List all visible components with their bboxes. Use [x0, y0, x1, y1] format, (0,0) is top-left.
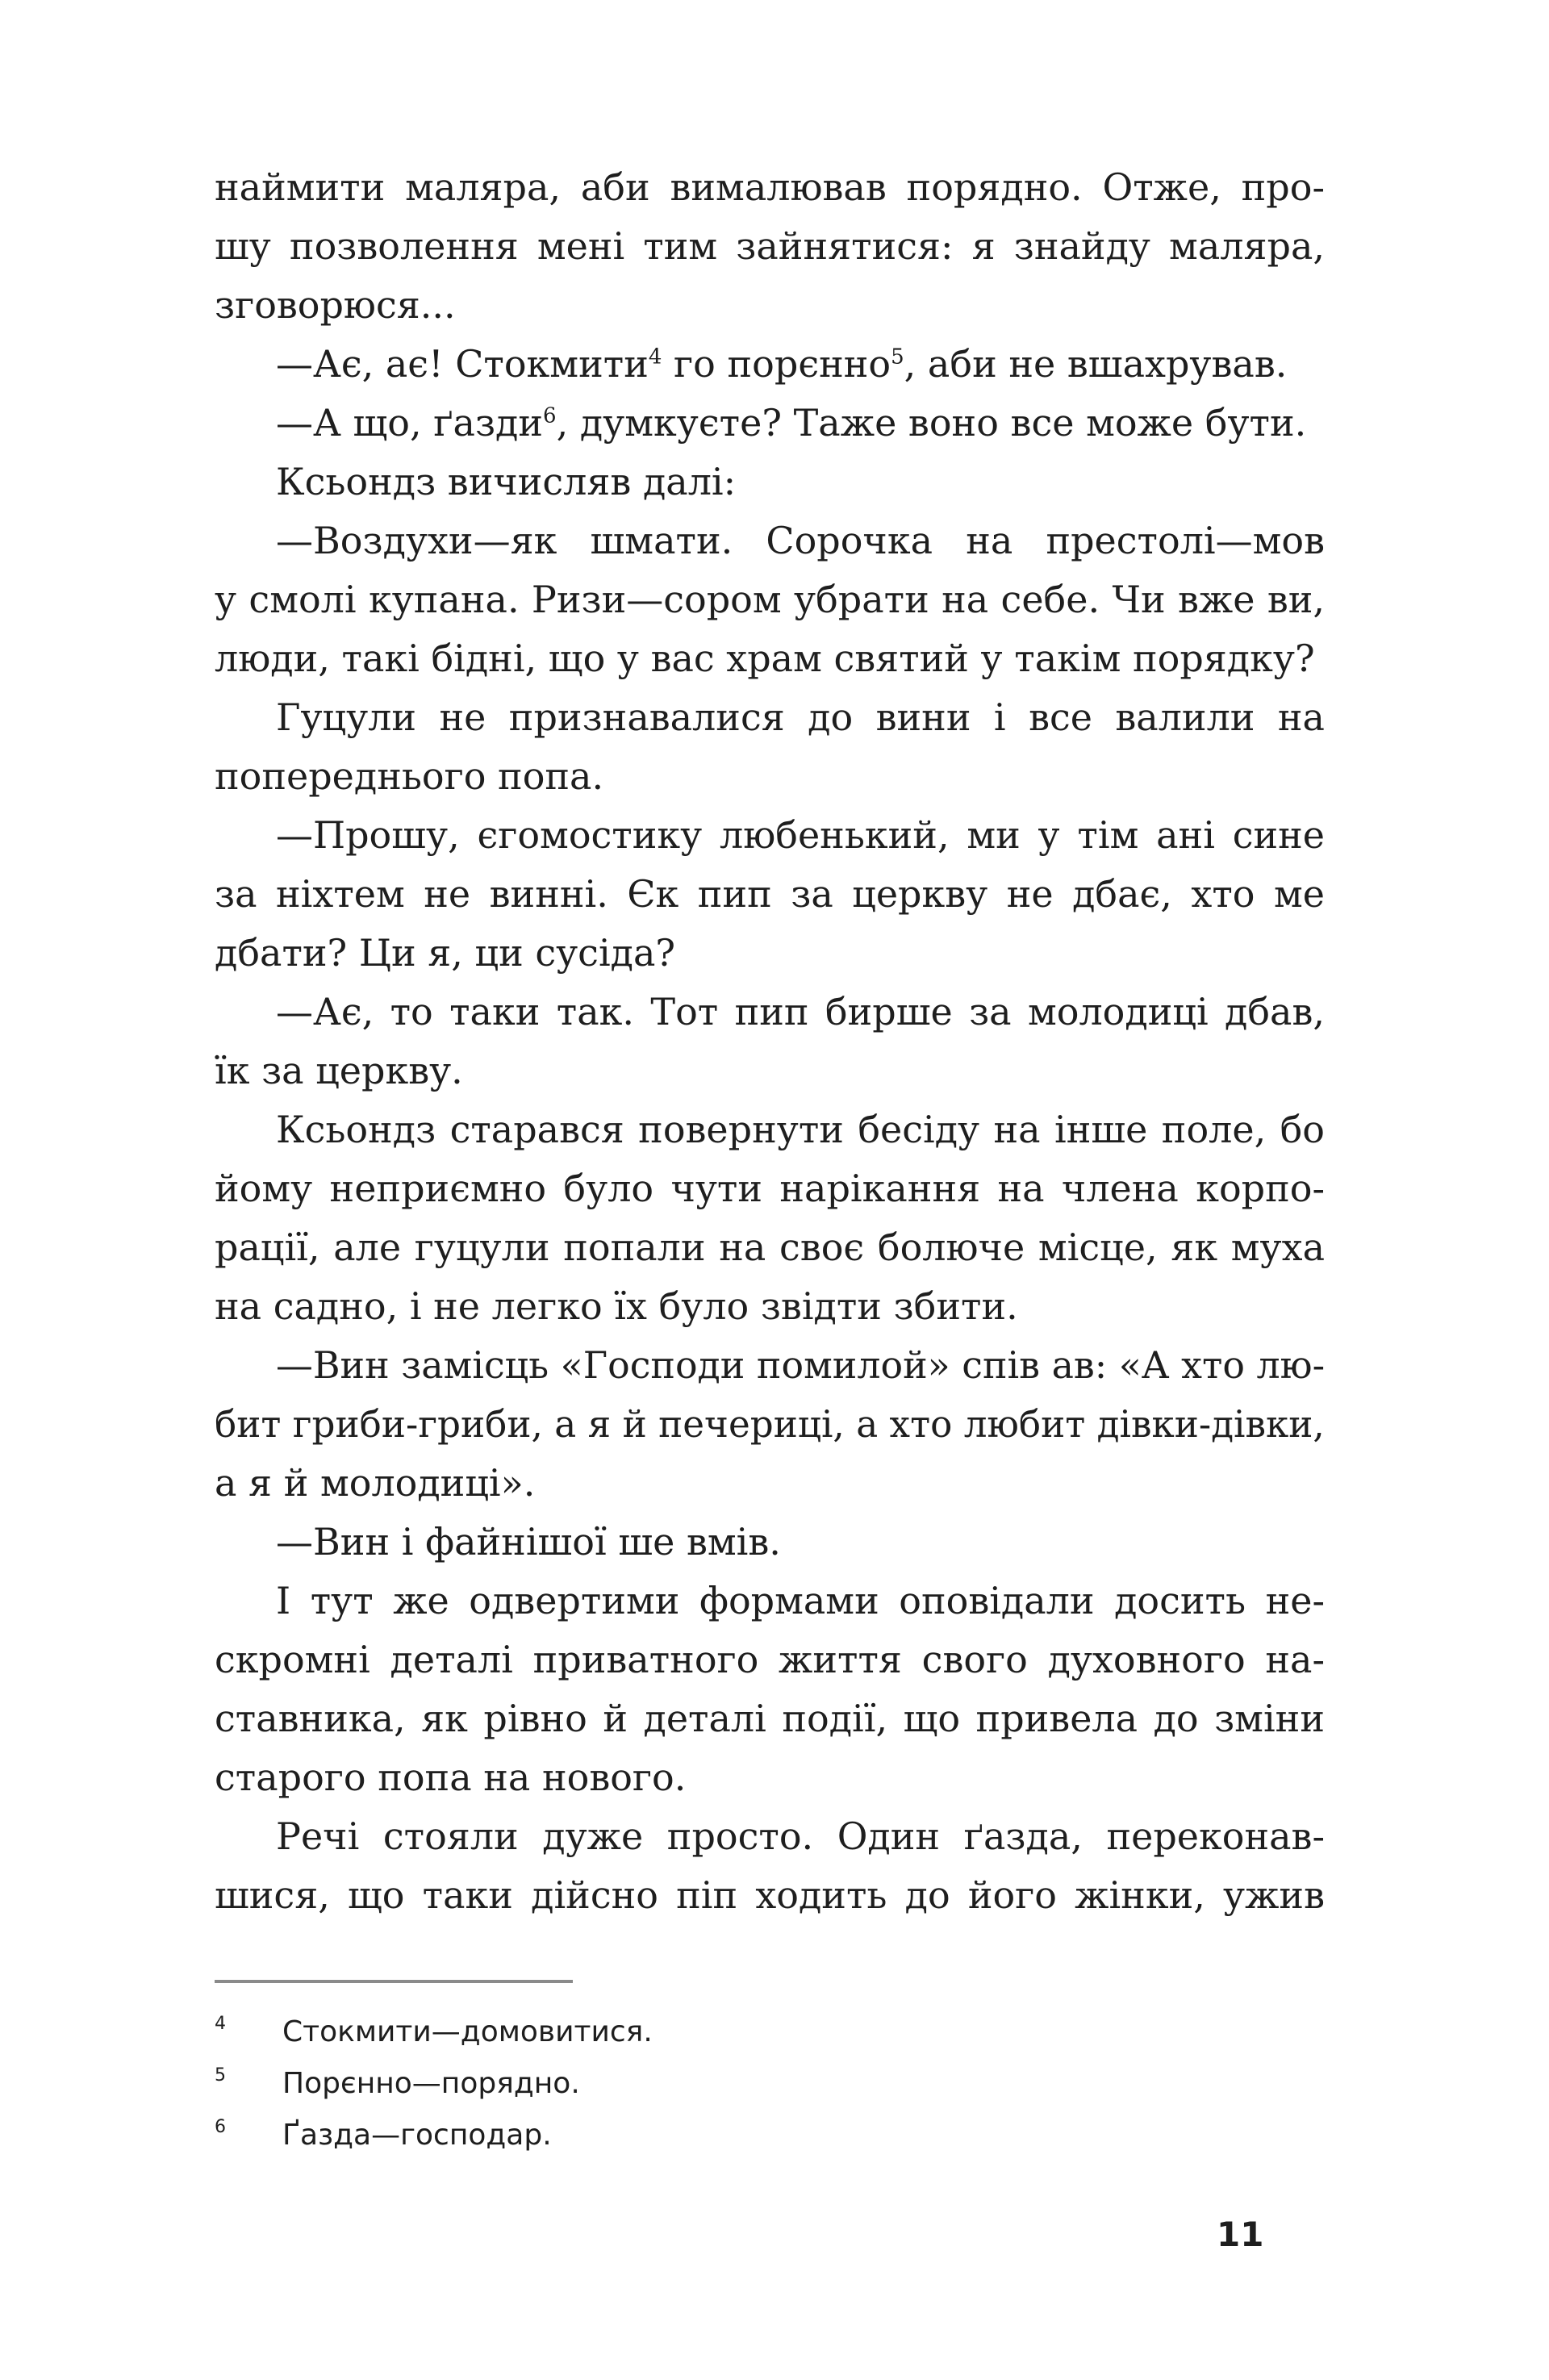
text-line: скромні деталі приватного життя свого духовного на- — [215, 1638, 1325, 1681]
text-line: —Ає, ає! Стокмити$^4$ го порєнно$^5$, аби не вшахрував. — [276, 342, 1288, 386]
body-text — [215, 158, 1325, 1925]
text-line: бит гриби-гриби, а я й печериці, а хто любит дівки-дівки, — [215, 1402, 1325, 1446]
text-line: ставника, як рівно й деталі події, що привела до зміни — [215, 1697, 1325, 1740]
footnotes — [215, 2006, 1325, 2161]
text-line: за ніхтем не винні. Єк пип за церкву не дбає, хто ме — [215, 872, 1325, 916]
text-line: —Ає, то таки так. Тот пип бирше за молодиці дбав, — [276, 990, 1325, 1033]
text-line: на садно, і не легко їх було звідти збити. — [215, 1284, 1018, 1328]
text-line: —Прошу, єгомостику любенький, ми у тім ані сине — [276, 813, 1325, 857]
text-line: старого попа на нового. — [215, 1756, 687, 1799]
text-line: у смолі купана. Ризи—сором убрати на себе. Чи вже ви, — [215, 578, 1325, 621]
text-line: —А що, ґазди$^6$, думкуєте? Таже воно все може бути. — [276, 401, 1307, 445]
footnote — [215, 2110, 1325, 2161]
footnote-number: 6 — [215, 2117, 226, 2137]
footnote-text: Ґазда—господар. — [282, 2119, 552, 2152]
text-line: Ксьондз старався повернути бесіду на інше поле, бо — [276, 1108, 1325, 1151]
text-line: —Вин і файнішої ше вмів. — [276, 1520, 781, 1564]
text-line: попереднього попа. — [215, 754, 604, 798]
footnote-number: 4 — [215, 2014, 226, 2034]
footnote-number: 5 — [215, 2065, 226, 2086]
footnote-text: Стокмити—домовитися. — [282, 2015, 653, 2048]
text-line: Речі стояли дуже просто. Один ґазда, переконав- — [276, 1814, 1325, 1858]
text-line: Гуцули не признавалися до вини і все валили на — [276, 695, 1325, 739]
text-line: а я й молодиці». — [215, 1461, 536, 1505]
text-line: рації, але гуцули попали на своє болюче місце, як муха — [215, 1225, 1325, 1269]
text-line: зговорюся... — [215, 283, 456, 327]
text-line: дбати? Ци я, ци сусіда? — [215, 931, 676, 975]
text-line: Ксьондз вичисляв далі: — [276, 460, 737, 503]
text-line: шу позволення мені тим зайнятися: я знайду маляра, — [215, 224, 1325, 268]
text-line: шися, що таки дійсно піп ходить до його жінки, ужив — [215, 1873, 1325, 1917]
footnote-text: Порєнно—порядно. — [282, 2067, 580, 2100]
footnote — [215, 2058, 1325, 2110]
footnote-divider — [215, 1980, 573, 1983]
text-line: —Вин замісць «Господи помилой» спів ав: «А хто лю- — [276, 1343, 1326, 1387]
text-line: наймити маляра, аби вималював порядно. Отже, про- — [215, 165, 1325, 209]
footnote-ref: 5 — [891, 344, 904, 370]
text-line: їк за церкву. — [215, 1049, 463, 1092]
text-line: люди, такі бідні, що у вас храм святий у такім порядку? — [215, 637, 1315, 680]
text-line: —Воздухи—як шмати. Сорочка на престолі—мов — [276, 519, 1325, 562]
footnote-ref: 6 — [543, 403, 557, 428]
footnote — [215, 2006, 1325, 2058]
footnote-ref: 4 — [648, 344, 662, 370]
text-line: йому неприємно було чути нарікання на члена корпо- — [215, 1167, 1325, 1210]
text-line: І тут же одвертими формами оповідали досить не- — [276, 1579, 1325, 1622]
page-number: 11 — [1217, 2215, 1264, 2254]
